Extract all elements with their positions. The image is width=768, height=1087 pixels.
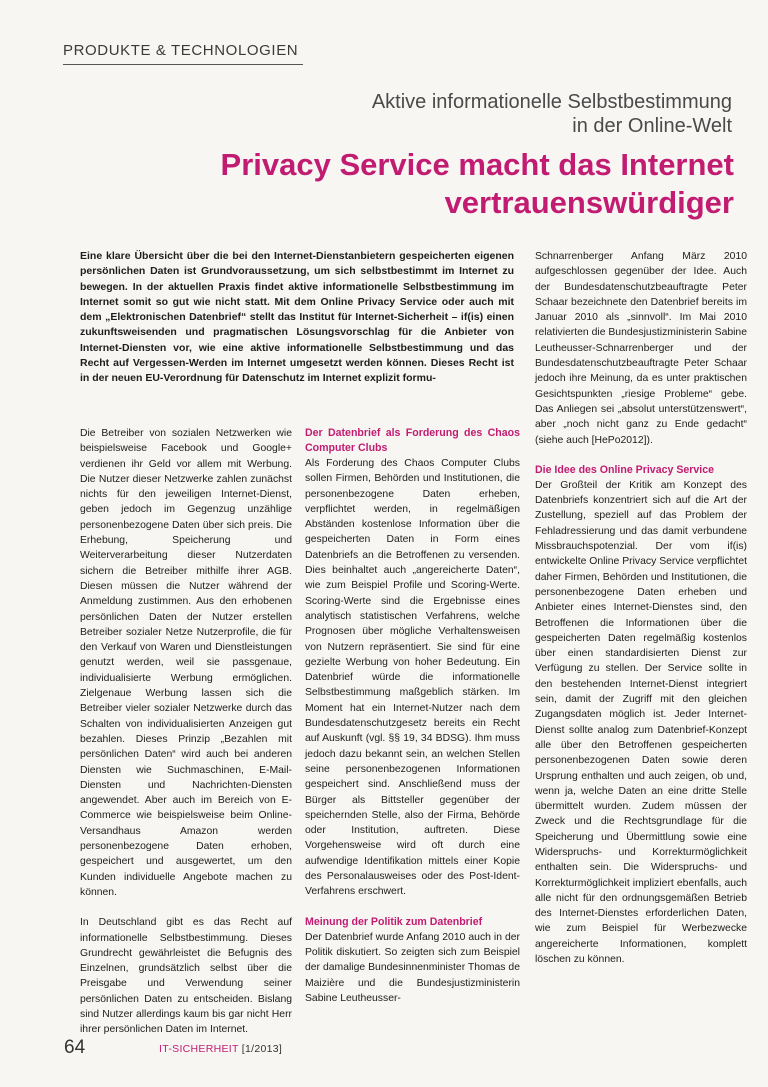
headline-line-1: Privacy Service macht das Internet [220,147,734,182]
body-paragraph: Der Großteil der Kritik am Konzept des Datenbriefs konzentriert sich auf die Art der Zustellung, speziell auf das Problem der Fehladressierung und das damit verbundene Missbrauchspotenzial. Der vom if(is) entwickelte Online Privacy Service verpflichtet daher Firmen, Behörden und Institutionen, die personenbezogene Daten erheben und Anbieter eines Internet-Dienstes sind, den Betroffenen die Informationen über die gespeicherten Daten regelmäßig kostenlos über einen standardisierten Dienst zur Verfügung zu stellen. Der Service sollte in den bestehenden Internet-Dienst integriert sein, damit der Zugriff mit den gleichen Zugangsdaten möglich ist. Jeder Internet-Dienst sollte analog zum Datenbrief-Konzept alle über den Betroffenen gespeicherten personenbezogenen Daten sowie deren Ursprung enthalten und auch zeigen, ob und, wenn ja, welche Daten an eine dritte Stelle übermittelt wurden. Zudem müssen der Zweck und die Rechtsgrundlage für die Speicherung und Übermittlung sowie eine Widerspruchs- und Korrekturmöglichkeit enthalten sein. Die Widerspruchs- und Korrekturmöglichkeit impliziert ebenfalls, auch alle nicht für den ordnungsgemäßen Betrieb des Internet-Dienstes erforderlichen Daten, wie zum Beispiel für Werbezwecke angereicherte Informationen, komplett löschen zu können. [535,479,747,966]
headline-line-2: vertrauenswürdiger [444,185,734,220]
lead-paragraph: Eine klare Übersicht über die bei den Internet-Dienstanbietern gespeicherten eigenen persönlichen Daten ist Grundvoraussetzung, um sich selbstbestimmt im Internet zu bewegen. In der aktuellen Praxis findet aktive informationelle Selbstbestimmung im Internet somit so gut wie nicht statt. Mit dem Online Privacy Service oder auch mit dem „Elektronischen Datenbrief“ stellt das Institut für Internet-Sicherheit – if(is) einen zukunftsweisenden und pragmatischen Lösungsvorschlag für die Anbieter von Internet-Diensten vor, wie eine aktive informationelle Selbstbestimmung und das Recht auf Vergessen-Werden im Internet umgesetzt werden können. Dieses Recht ist in der neuen EU-Verordnung für Datenschutz im Internet explizit formu- [80,250,514,385]
kicker-line-1: Aktive informationelle Selbstbestimmung [371,91,732,113]
column-1 [80,426,292,1053]
magazine-footer [159,1043,282,1055]
article-headline [114,146,734,222]
subheading-politik: Meinung der Politik zum Datenbrief [305,915,483,928]
body-paragraph: Die Betreiber von sozialen Netzwerken wie beispielsweise Facebook und Google+ verdienen ihr Geld vor allem mit Werbung. Die Nutzer dieser Netzwerke zahlen zunächst nichts für den jeweiligen Internet-Dienst, geben jedoch im Gegenzug unzählige personenbezogene Daten über sich preis. Die Erhebung, Speicherung und Weiterverarbeitung dieser Nutzerdaten sichern die Betreiber mithilfe ihrer AGB. Diesen müssen die Nutzer während der Anmeldung zustimmen. Aus den erhobenen persönlichen Daten der Nutzer erstellen Betreiber sozialer Netze Nutzerprofile, die für den Verkauf von Waren und Dienstleistungen genutzt werden, weil sie passgenaue, individualisierte Werbung ermöglichen. Zielgenaue Werbung lassen sich die Betreiber vieler sozialer Netzwerke durch das Schalten von individualisierten Anzeigen gut bezahlen. Dieses Prinzip „Bezahlen mit persönlichen Daten“ wird auch bei anderen Diensten wie Suchmaschinen, E-Mail-Diensten und Nachrichten-Diensten angewendet. Aber auch im Bereich von E-Commerce wie beispielsweise beim Online-Versandhaus Amazon werden personenbezogene Daten erhoben, gespeichert und ausgewertet, um den Kunden individuelle Angebote machen zu können. [80,428,292,898]
body-paragraph: Schnarrenberger Anfang März 2010 aufgeschlossen gegenüber der Idee. Auch der Bundesdatenschutzbeauftragte Peter Schaar bezeichnete den Datenbrief bereits im Januar 2010 als „sinnvoll“. Im Mai 2010 relativierten die Bundesjustizministerin Sabine Leutheusser-Schnarrenberger und der Bundesdatenschutzbeauftragte Peter Schaar jedoch ihre Meinung, da es unter praktischen Gesichtspunkten „riesige Probleme“ gebe. Das Anliegen sei „absolut unterstützenswert“, aber „noch nicht ganz zu Ende gedacht“ (siehe auch [HePo2012]). [535,251,747,446]
section-header: PRODUKTE & TECHNOLOGIEN [63,42,303,65]
magazine-name: IT-SICHERHEIT [159,1043,239,1055]
article-kicker [212,90,732,138]
magazine-issue: [1/2013] [241,1043,283,1055]
body-paragraph: Der Datenbrief wurde Anfang 2010 auch in der Politik diskutiert. So zeigten sich zum Beispiel der damalige Bundesinnenminister Thomas de Maizière und die Bundesjustizministerin Sabine Leutheusser- [305,931,520,1004]
subheading-online-privacy-service: Die Idee des Online Privacy Service [535,463,715,476]
column-2 [305,426,520,1021]
column-3 [535,249,747,982]
page-number: 64 [64,1037,86,1058]
subheading-datenbrief-ccc: Der Datenbrief als Forderung des Chaos Computer Clubs [305,427,520,454]
kicker-line-2: in der Online-Welt [572,115,732,137]
body-paragraph: Als Forderung des Chaos Computer Clubs sollen Firmen, Behörden und Institutionen, die personenbezogene Daten erheben, verpflichtet werden, in regelmäßigen Abständen kostenlose Information über die gespeicherten Daten in Form eines Datenbriefs an die Betroffenen zu versenden. Dies beinhaltet auch „angereicherte Daten“, wie zum Beispiel Profile und Scoring-Werte. Scoring-Werte sind die Ergebnisse eines analytisch statistischen Verfahrens, welche Prognosen über mögliche Verhaltensweisen von Nutzern repräsentiert. Sie sind für eine gezielte Werbung von hoher Bedeutung. Ein Datenbrief würde die informationelle Selbstbestimmung maßgeblich stärken. Im Moment hat ein Internet-Nutzer nach dem Bundesdatenschutzgesetz bereits ein Recht auf Auskunft (vgl. §§ 19, 34 BDSG). Ihm muss jedoch dazu bekannt sein, an welchen Stellen seine personenbezogenen Informationen gespeichert sind. Anschließend muss der Bürger als Bittsteller gegenüber der speichernden Stelle, also der Firma, Behörde oder Institution, auftreten. Diese Vorgehensweise wird oft durch eine aufwendige Identifikation mittels einer Kopie des Personalausweises oder des Post-Ident-Verfahrens erschwert. [305,458,520,898]
body-paragraph: In Deutschland gibt es das Recht auf informationelle Selbstbestimmung. Dieses Grundrecht gewährleistet die Befugnis des Einzelnen, grundsätzlich selbst über die Preisgabe und Verwendung seiner persönlichen Daten zu entscheiden. Bislang sind Nutzer allerdings kaum bis gar nicht Herr ihrer persönlichen Daten im Internet. [80,917,292,1036]
